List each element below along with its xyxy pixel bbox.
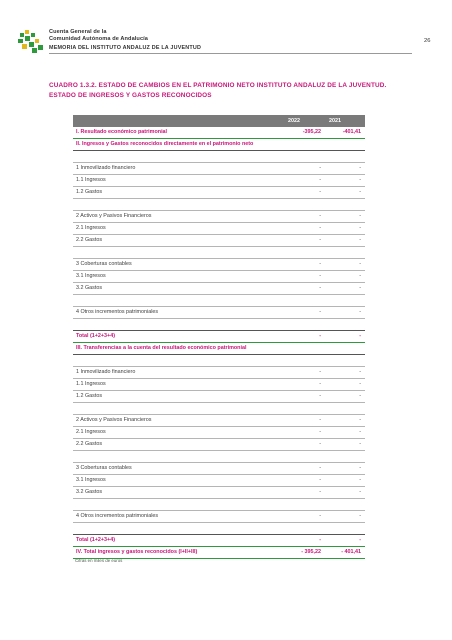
row-spacer: [73, 355, 365, 367]
row-spacer: [73, 319, 365, 331]
table-row: 1.2 Gastos - -: [73, 187, 365, 199]
org-name-line2: Comunidad Autónoma de Andalucía: [49, 36, 149, 42]
table-row: 2.1 Ingresos - -: [73, 427, 365, 439]
row-spacer: [73, 151, 365, 163]
row-spacer: [73, 247, 365, 259]
table-row: 3 Coberturas contables - -: [73, 259, 365, 271]
table-row: Total (1+2+3+4) - -: [73, 331, 365, 343]
table-title-line1: CUADRO 1.3.2. ESTADO DE CAMBIOS EN EL PATRIMONIO NETO INSTITUTO ANDALUZ DE LA JUVENTUD.: [49, 82, 387, 89]
table-row: 1.1 Ingresos - -: [73, 379, 365, 391]
table-row: 1.1 Ingresos - -: [73, 175, 365, 187]
table-row: 1 Inmovilizado financiero - -: [73, 367, 365, 379]
row-spacer: [73, 295, 365, 307]
table-row: 3.1 Ingresos - -: [73, 475, 365, 487]
page-number: 26: [424, 38, 431, 44]
row-spacer: [73, 523, 365, 535]
table-row: Total (1+2+3+4) - -: [73, 535, 365, 547]
header-divider: [49, 53, 412, 54]
table-row: 2.2 Gastos - -: [73, 235, 365, 247]
column-header-2021: 2021: [329, 118, 341, 124]
table-row: 2 Activos y Pasivos Financieros - -: [73, 415, 365, 427]
income-expense-table: [73, 115, 365, 559]
table-row: I. Resultado económico patrimonial -395,22 -401,41: [73, 127, 365, 139]
table-row: 4 Otros incrementos patrimoniales - -: [73, 307, 365, 319]
column-header-2022: 2022: [288, 118, 300, 124]
table-row: 2.2 Gastos - -: [73, 439, 365, 451]
row-spacer: [73, 199, 365, 211]
junta-andalucia-logo: [18, 30, 44, 54]
document-section-title: MEMORIA DEL INSTITUTO ANDALUZ DE LA JUVENTUD: [49, 45, 202, 51]
table-row: 1 Inmovilizado financiero - -: [73, 163, 365, 175]
row-spacer: [73, 451, 365, 463]
footnote: Cifras en miles de euros: [75, 558, 123, 563]
table-row: 2.1 Ingresos - -: [73, 223, 365, 235]
table-row: 2 Activos y Pasivos Financieros - -: [73, 211, 365, 223]
table-row: 1.2 Gastos - -: [73, 391, 365, 403]
table-title-line2: ESTADO DE INGRESOS Y GASTOS RECONOCIDOS: [49, 92, 212, 99]
row-spacer: [73, 499, 365, 511]
table-row: IV. Total ingresos y gastos reconocidos (I+II+III) - 395,22 - 401,41: [73, 547, 365, 559]
row-spacer: [73, 403, 365, 415]
table-row: 3.2 Gastos - -: [73, 487, 365, 499]
table-row: III. Transferencias a la cuenta del resultado económico patrimonial: [73, 343, 365, 355]
table-row: 3 Coberturas contables - -: [73, 463, 365, 475]
table-header: [73, 115, 365, 127]
org-name-line1: Cuenta General de la: [49, 29, 107, 35]
table-row: II. Ingresos y Gastos reconocidos directamente en el patrimonio neto: [73, 139, 365, 151]
table-row: 3.2 Gastos - -: [73, 283, 365, 295]
table-row: 3.1 Ingresos - -: [73, 271, 365, 283]
table-row: 4 Otros incrementos patrimoniales - -: [73, 511, 365, 523]
